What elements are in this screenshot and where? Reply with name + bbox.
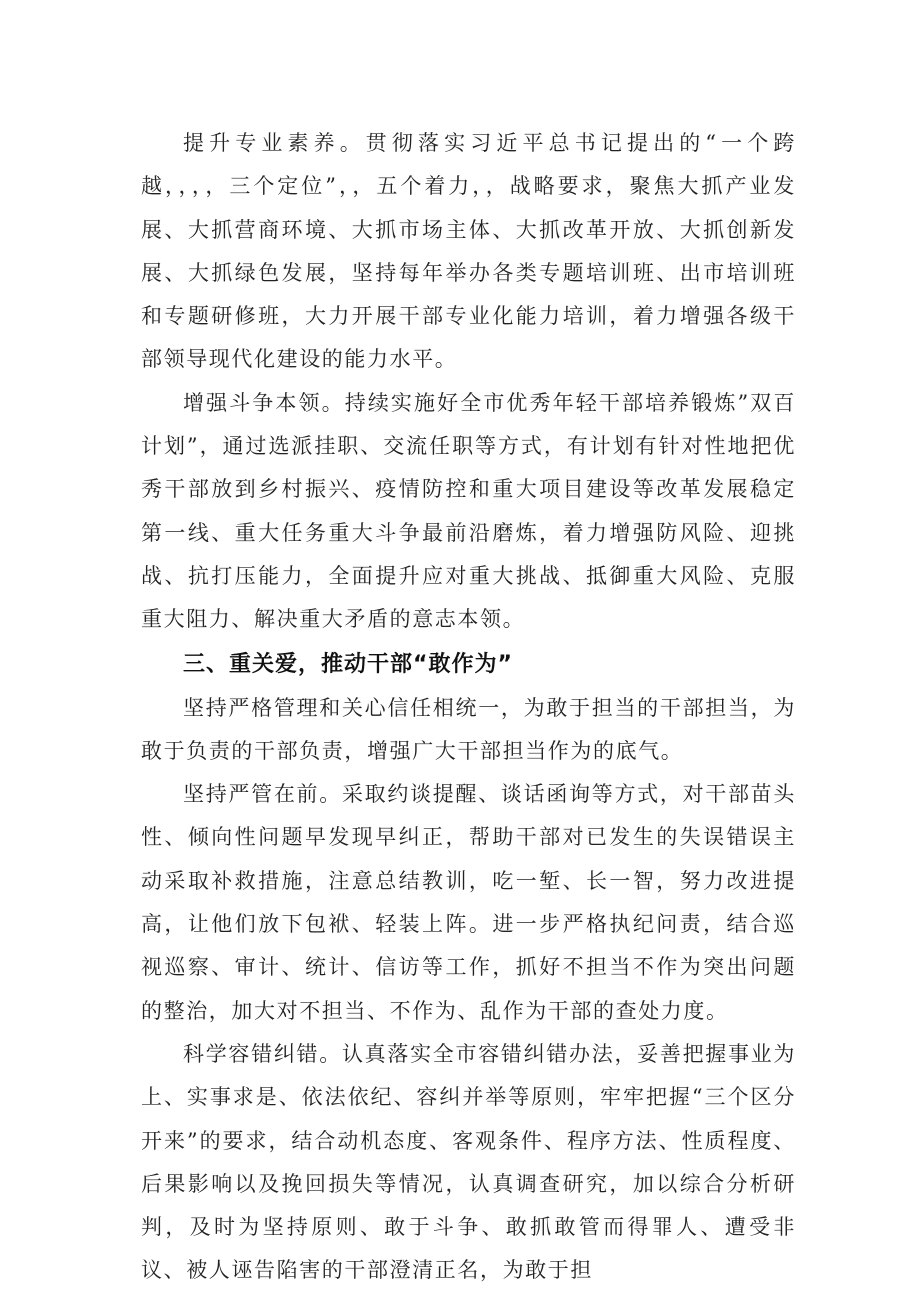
paragraph-error-tolerance: 科学容错纠错。认真落实全市容错纠错办法，妥善把握事业为上、实事求是、依法依纪、容纠并举等原则，牢牢把握“三个区分开来”的要求，结合动机态度、客观条件、程序方法、性质程度、后果影响以及挽回损失等情况，认真调查研究，加以综合分析研判，及时为坚持原则、敢于斗争、敢抓敢管而得罪人、遭受非议、被人诬告陷害的干部澄清正名，为敢于担 [141, 1041, 796, 1283]
paragraph-struggle-ability: 增强斗争本领。持续实施好全市优秀年轻干部培养锻炼”双百计划”，通过选派挂职、交流任职等方式，有计划有针对性地把优秀干部放到乡村振兴、疫情防控和重大项目建设等改革发展稳定第一线、重大任务重大斗争最前沿磨炼，着力增强防风险、迎挑战、抗打压能力，全面提升应对重大挑战、抵御重大风险、克服重大阻力、解决重大矛盾的意志本领。 [141, 390, 796, 632]
section-heading: 三、重关爱，推动干部“敢作为” [183, 651, 513, 677]
paragraph-strict-management: 坚持严管在前。采取约谈提醒、谈话函询等方式，对干部苗头性、倾向性问题早发现早纠正，帮助干部对已发生的失误错误主动采取补救措施，注意总结教训，吃一堑、长一智，努力改进提高，让他们放下包袱、轻装上阵。进一步严格执纪问责，结合巡视巡察、审计、统计、信访等工作，抓好不担当不作为突出问题的整治，加大对不担当、不作为、乱作为干部的查处力度。 [141, 782, 796, 1023]
paragraph-professional-quality: 提升专业素养。贯彻落实习近平总书记提出的“一个跨越，，，，三个定位”，，五个着力，，战略要求，聚焦大抓产业发展、大抓营商环境、大抓市场主体、大抓改革开放、大抓创新发展、大抓绿色发展，坚持每年举办各类专题培训班、出市培训班和专题研修班，大力开展干部专业化能力培训，着力增强各级干部领导现代化建设的能力水平。 [141, 131, 796, 372]
paragraph-section-intro: 坚持严格管理和关心信任相统一，为敢于担当的干部担当，为敢于负责的干部负责，增强广大干部担当作为的底气。 [141, 695, 796, 763]
document-body [141, 122, 796, 1293]
